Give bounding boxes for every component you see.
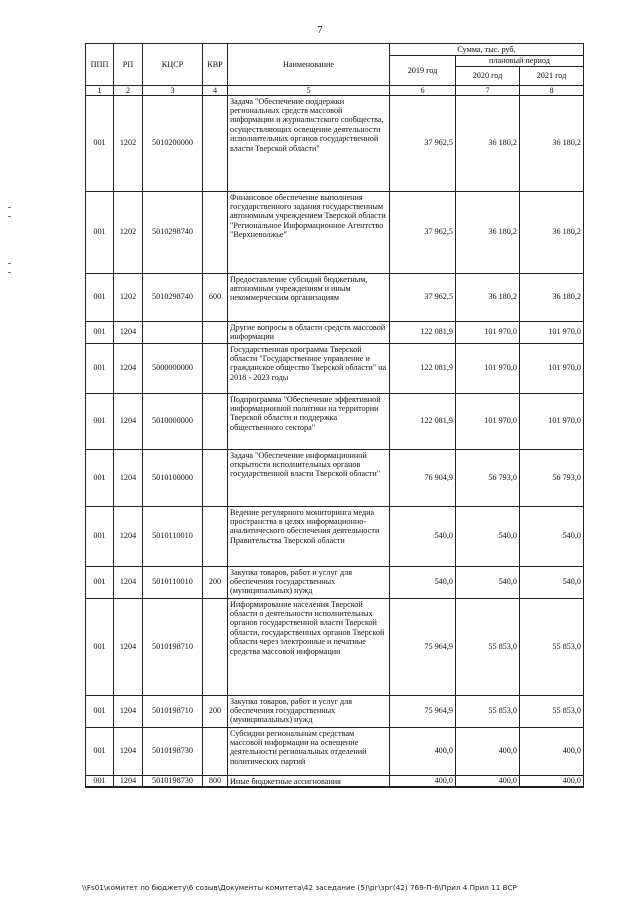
cell-rp: 1204 xyxy=(114,727,143,775)
cell-ppp: 001 xyxy=(86,273,114,321)
cell-sum-2019: 122 081,9 xyxy=(390,321,456,343)
cell-sum-2021: 55 853,0 xyxy=(520,695,584,727)
cell-name: Закупка товаров, работ и услуг для обеспечения государственных (муниципальных) нужд xyxy=(228,566,390,598)
cell-sum-2020: 36 180,2 xyxy=(456,191,520,273)
cell-sum-2019: 400,0 xyxy=(390,775,456,787)
cell-kvr: 200 xyxy=(203,695,228,727)
cell-sum-2021: 56 793,0 xyxy=(520,449,584,506)
margin-mark xyxy=(8,272,11,273)
column-index: 5 xyxy=(228,85,390,95)
cell-kcsr: 5010198710 xyxy=(143,598,203,695)
cell-kcsr xyxy=(143,321,203,343)
cell-ppp: 001 xyxy=(86,343,114,393)
table-row xyxy=(86,506,584,566)
cell-name: Информирование населения Тверской области о деятельности исполнительных органов государственной власти Тверской области, государственных органов Тверской области через электронные и печатные средства массовой информации xyxy=(228,598,390,695)
cell-sum-2019: 37 962,5 xyxy=(390,95,456,191)
table-row xyxy=(86,393,584,449)
header-year-2019: 2019 год xyxy=(390,56,456,86)
table-row xyxy=(86,321,584,343)
cell-sum-2021: 36 180,2 xyxy=(520,191,584,273)
cell-kvr xyxy=(203,727,228,775)
cell-kvr xyxy=(203,191,228,273)
cell-sum-2019: 76 904,9 xyxy=(390,449,456,506)
header-plan-period: плановый период xyxy=(456,56,584,67)
cell-kcsr: 5010200000 xyxy=(143,95,203,191)
cell-sum-2020: 36 180,2 xyxy=(456,95,520,191)
cell-kcsr: 5010198710 xyxy=(143,695,203,727)
cell-sum-2021: 400,0 xyxy=(520,775,584,787)
budget-table xyxy=(85,43,584,788)
cell-ppp: 001 xyxy=(86,95,114,191)
table-row xyxy=(86,273,584,321)
cell-kvr: 800 xyxy=(203,775,228,787)
cell-sum-2019: 122 081,9 xyxy=(390,393,456,449)
cell-name: Ведение регулярного мониторинга медиа пространства в целях информационно-аналитического обеспечения деятельности Правительства Тверской области xyxy=(228,506,390,566)
column-index: 2 xyxy=(114,85,143,95)
header-kvr: КВР xyxy=(203,44,228,86)
cell-sum-2020: 540,0 xyxy=(456,566,520,598)
page-number: 7 xyxy=(317,25,323,36)
cell-name: Закупка товаров, работ и услуг для обеспечения государственных (муниципальных) нужд xyxy=(228,695,390,727)
cell-ppp: 001 xyxy=(86,191,114,273)
cell-name: Субсидии региональным средствам массовой информации на освещение деятельности региональных отделений политических партий xyxy=(228,727,390,775)
cell-sum-2019: 75 964,9 xyxy=(390,598,456,695)
cell-rp: 1202 xyxy=(114,191,143,273)
cell-sum-2019: 37 962,5 xyxy=(390,273,456,321)
header-rp: РП xyxy=(114,44,143,86)
header-year-2021: 2021 год xyxy=(520,66,584,85)
cell-rp: 1204 xyxy=(114,775,143,787)
cell-kcsr: 5010198730 xyxy=(143,727,203,775)
cell-rp: 1204 xyxy=(114,321,143,343)
cell-ppp: 001 xyxy=(86,695,114,727)
cell-sum-2019: 540,0 xyxy=(390,566,456,598)
margin-mark xyxy=(8,216,11,217)
cell-ppp: 001 xyxy=(86,775,114,787)
cell-sum-2021: 101 970,0 xyxy=(520,393,584,449)
table-row xyxy=(86,727,584,775)
cell-kcsr: 5010298740 xyxy=(143,191,203,273)
cell-kvr xyxy=(203,343,228,393)
cell-sum-2020: 36 180,2 xyxy=(456,273,520,321)
table-row xyxy=(86,95,584,191)
column-index: 6 xyxy=(390,85,456,95)
cell-ppp: 001 xyxy=(86,566,114,598)
table-row xyxy=(86,775,584,787)
table-row xyxy=(86,695,584,727)
column-index-row xyxy=(86,85,584,95)
cell-sum-2021: 36 180,2 xyxy=(520,273,584,321)
cell-name: Государственная программа Тверской области "Государственное управление и гражданское общество Тверской области" на 2018 - 2023 годы xyxy=(228,343,390,393)
column-index: 7 xyxy=(456,85,520,95)
cell-rp: 1204 xyxy=(114,506,143,566)
header-sum: Сумма, тыс. руб. xyxy=(390,44,584,56)
cell-name: Подпрограмма "Обеспечение эффективной информационной политики на территории Тверской области и поддержка общественного сектора" xyxy=(228,393,390,449)
cell-rp: 1204 xyxy=(114,393,143,449)
cell-ppp: 001 xyxy=(86,393,114,449)
header-year-2020: 2020 год xyxy=(456,66,520,85)
cell-kcsr: 5010100000 xyxy=(143,449,203,506)
header-name: Наименование xyxy=(228,44,390,86)
cell-sum-2020: 400,0 xyxy=(456,727,520,775)
cell-kcsr: 5010000000 xyxy=(143,393,203,449)
cell-kvr xyxy=(203,598,228,695)
cell-kvr: 200 xyxy=(203,566,228,598)
header-kcsr: КЦСР xyxy=(143,44,203,86)
cell-rp: 1204 xyxy=(114,343,143,393)
column-index: 1 xyxy=(86,85,114,95)
cell-rp: 1204 xyxy=(114,449,143,506)
table-row xyxy=(86,449,584,506)
cell-rp: 1202 xyxy=(114,95,143,191)
cell-sum-2021: 400,0 xyxy=(520,727,584,775)
table-row xyxy=(86,598,584,695)
cell-rp: 1204 xyxy=(114,598,143,695)
cell-sum-2020: 101 970,0 xyxy=(456,321,520,343)
cell-rp: 1204 xyxy=(114,695,143,727)
cell-sum-2021: 101 970,0 xyxy=(520,343,584,393)
cell-kcsr: 5010110010 xyxy=(143,566,203,598)
cell-sum-2020: 56 793,0 xyxy=(456,449,520,506)
cell-sum-2020: 101 970,0 xyxy=(456,343,520,393)
cell-sum-2020: 55 853,0 xyxy=(456,695,520,727)
cell-name: Задача "Обеспечение поддержки региональных средств массовой информации и журналистского сообщества, осуществляющих освещение деятельности исполнительных органов государственной власти Тверской области" xyxy=(228,95,390,191)
cell-sum-2019: 75 964,9 xyxy=(390,695,456,727)
cell-sum-2019: 37 962,5 xyxy=(390,191,456,273)
cell-kvr xyxy=(203,449,228,506)
header-ppp: ППП xyxy=(86,44,114,86)
cell-sum-2021: 540,0 xyxy=(520,566,584,598)
cell-name: Иные бюджетные ассигнования xyxy=(228,775,390,787)
cell-kcsr: 5010298740 xyxy=(143,273,203,321)
cell-kvr xyxy=(203,95,228,191)
cell-ppp: 001 xyxy=(86,449,114,506)
cell-name: Задача "Обеспечение информационной открытости исполнительных органов государственной власти Тверской области" xyxy=(228,449,390,506)
column-index: 8 xyxy=(520,85,584,95)
cell-sum-2021: 55 853,0 xyxy=(520,598,584,695)
cell-sum-2021: 101 970,0 xyxy=(520,321,584,343)
file-path-footer: \\Fs01\комитет по бюджету\6 созыв\Документы комитета\42 заседание (5)\рг\зрг(42) 769-П-6\Прил 4 Прил 11 ВСР xyxy=(82,883,517,892)
cell-sum-2019: 400,0 xyxy=(390,727,456,775)
margin-mark xyxy=(8,263,11,264)
cell-kvr xyxy=(203,506,228,566)
cell-sum-2019: 540,0 xyxy=(390,506,456,566)
cell-kcsr: 5010198730 xyxy=(143,775,203,787)
cell-kvr xyxy=(203,321,228,343)
cell-kvr: 600 xyxy=(203,273,228,321)
cell-ppp: 001 xyxy=(86,321,114,343)
table-row xyxy=(86,191,584,273)
cell-name: Предоставление субсидий бюджетным, автономным учреждениям и иным некоммерческим организациям xyxy=(228,273,390,321)
cell-ppp: 001 xyxy=(86,506,114,566)
cell-sum-2020: 540,0 xyxy=(456,506,520,566)
cell-name: Другие вопросы в области средств массовой информации xyxy=(228,321,390,343)
cell-rp: 1202 xyxy=(114,273,143,321)
cell-ppp: 001 xyxy=(86,727,114,775)
cell-ppp: 001 xyxy=(86,598,114,695)
column-index: 4 xyxy=(203,85,228,95)
cell-rp: 1204 xyxy=(114,566,143,598)
cell-sum-2021: 540,0 xyxy=(520,506,584,566)
cell-name: Финансовое обеспечение выполнения государственного задания государственным автономным учреждением Тверской области "Региональное Информационное Агентство "Верхневолжье" xyxy=(228,191,390,273)
margin-mark xyxy=(8,207,11,208)
cell-sum-2020: 400,0 xyxy=(456,775,520,787)
table-row xyxy=(86,343,584,393)
cell-sum-2021: 36 180,2 xyxy=(520,95,584,191)
table-row xyxy=(86,566,584,598)
cell-sum-2019: 122 081,9 xyxy=(390,343,456,393)
cell-kcsr: 5000000000 xyxy=(143,343,203,393)
column-index: 3 xyxy=(143,85,203,95)
cell-sum-2020: 55 853,0 xyxy=(456,598,520,695)
cell-kcsr: 5010110010 xyxy=(143,506,203,566)
cell-kvr xyxy=(203,393,228,449)
cell-sum-2020: 101 970,0 xyxy=(456,393,520,449)
